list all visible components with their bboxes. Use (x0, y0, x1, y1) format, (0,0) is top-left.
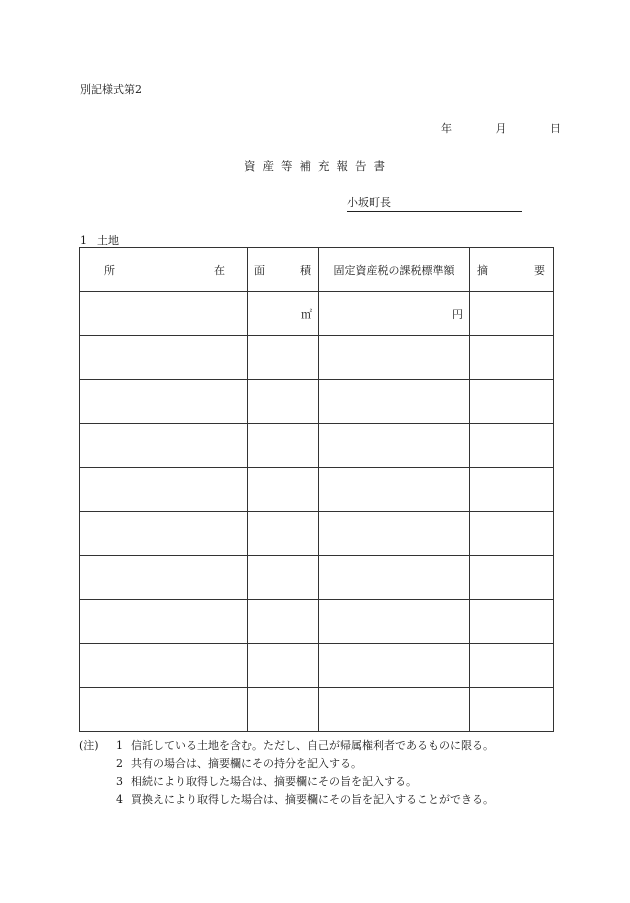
land-table (79, 247, 554, 732)
note-number: 3 (116, 775, 123, 788)
table-row (80, 468, 554, 512)
cell-tax-base[interactable] (319, 424, 470, 468)
section-heading (80, 232, 119, 248)
table-row (80, 644, 554, 688)
cell-location[interactable] (80, 336, 248, 380)
note-item (79, 791, 494, 809)
note-number: 2 (116, 757, 123, 770)
cell-area[interactable] (248, 424, 319, 468)
cell-summary[interactable] (470, 512, 554, 556)
cell-area[interactable] (248, 512, 319, 556)
cell-location[interactable] (80, 600, 248, 644)
cell-location[interactable] (80, 424, 248, 468)
cell-summary[interactable] (470, 336, 554, 380)
table-row (80, 688, 554, 732)
cell-tax-base[interactable] (319, 688, 470, 732)
header-location-char1: 所 (104, 263, 115, 277)
date-line (441, 120, 561, 136)
cell-tax-base[interactable] (319, 644, 470, 688)
section-label: 土地 (97, 234, 119, 247)
section-number: 1 (80, 234, 87, 247)
cell-summary[interactable] (470, 380, 554, 424)
cell-summary[interactable] (470, 556, 554, 600)
notes-lead: (注) (79, 739, 99, 752)
note-text: 信託している土地を含む。ただし、自己が帰属権利者であるものに限る。 (131, 739, 494, 752)
cell-area[interactable] (248, 600, 319, 644)
cell-summary[interactable] (470, 644, 554, 688)
note-item (79, 755, 494, 773)
cell-summary[interactable] (470, 688, 554, 732)
cell-tax-base[interactable] (319, 556, 470, 600)
cell-location[interactable] (80, 644, 248, 688)
cell-location[interactable] (80, 380, 248, 424)
recipient-name: 小坂町長 (347, 196, 391, 209)
note-text: 相続により取得した場合は、摘要欄にその旨を記入する。 (131, 775, 417, 788)
cell-area[interactable] (248, 688, 319, 732)
cell-location[interactable] (80, 688, 248, 732)
cell-tax-base[interactable] (319, 336, 470, 380)
table-row (80, 380, 554, 424)
header-summary-char1: 摘 (477, 263, 488, 277)
table-row (80, 600, 554, 644)
header-summary-char2: 要 (534, 263, 545, 277)
header-location-char2: 在 (214, 263, 225, 277)
table-row (80, 424, 554, 468)
cell-location[interactable] (80, 468, 248, 512)
table-row (80, 512, 554, 556)
cell-summary[interactable] (470, 424, 554, 468)
cell-area[interactable] (248, 556, 319, 600)
cell-tax-base[interactable] (319, 380, 470, 424)
cell-location[interactable] (80, 292, 248, 336)
cell-location[interactable] (80, 512, 248, 556)
cell-summary[interactable] (470, 600, 554, 644)
cell-area[interactable] (248, 380, 319, 424)
note-text: 共有の場合は、摘要欄にその持分を記入する。 (131, 757, 362, 770)
date-year-label: 年 (441, 122, 452, 135)
form-number: 別記様式第2 (80, 83, 142, 96)
cell-area[interactable] (248, 336, 319, 380)
note-item (79, 773, 494, 791)
cell-summary[interactable] (470, 468, 554, 512)
header-tax-base: 固定資産税の課税標準額 (319, 248, 470, 292)
cell-tax-base[interactable] (319, 512, 470, 556)
header-area (248, 248, 319, 292)
document-title: 資産等補充報告書 (244, 159, 392, 173)
table-row (80, 336, 554, 380)
note-number: 1 (116, 739, 123, 752)
note-text: 買換えにより取得した場合は、摘要欄にその旨を記入することができる。 (131, 793, 494, 806)
cell-tax-base[interactable] (319, 468, 470, 512)
notes (79, 737, 494, 809)
cell-tax-base[interactable] (319, 600, 470, 644)
note-number: 4 (116, 793, 123, 806)
header-area-char2: 積 (300, 263, 311, 277)
date-month-label: 月 (495, 122, 507, 135)
cell-area[interactable] (248, 644, 319, 688)
date-day-label: 日 (550, 122, 561, 135)
cell-summary[interactable] (470, 292, 554, 336)
header-summary (470, 248, 554, 292)
cell-location[interactable] (80, 556, 248, 600)
cell-tax-base[interactable]: 円 (319, 292, 470, 336)
header-location (80, 248, 248, 292)
recipient-line (347, 194, 522, 212)
header-area-char1: 面 (254, 263, 265, 277)
cell-area[interactable] (248, 468, 319, 512)
table-row (80, 292, 554, 336)
table-row (80, 556, 554, 600)
cell-area[interactable]: ㎡ (248, 292, 319, 336)
table-header-row (80, 248, 554, 292)
note-item (79, 737, 494, 755)
